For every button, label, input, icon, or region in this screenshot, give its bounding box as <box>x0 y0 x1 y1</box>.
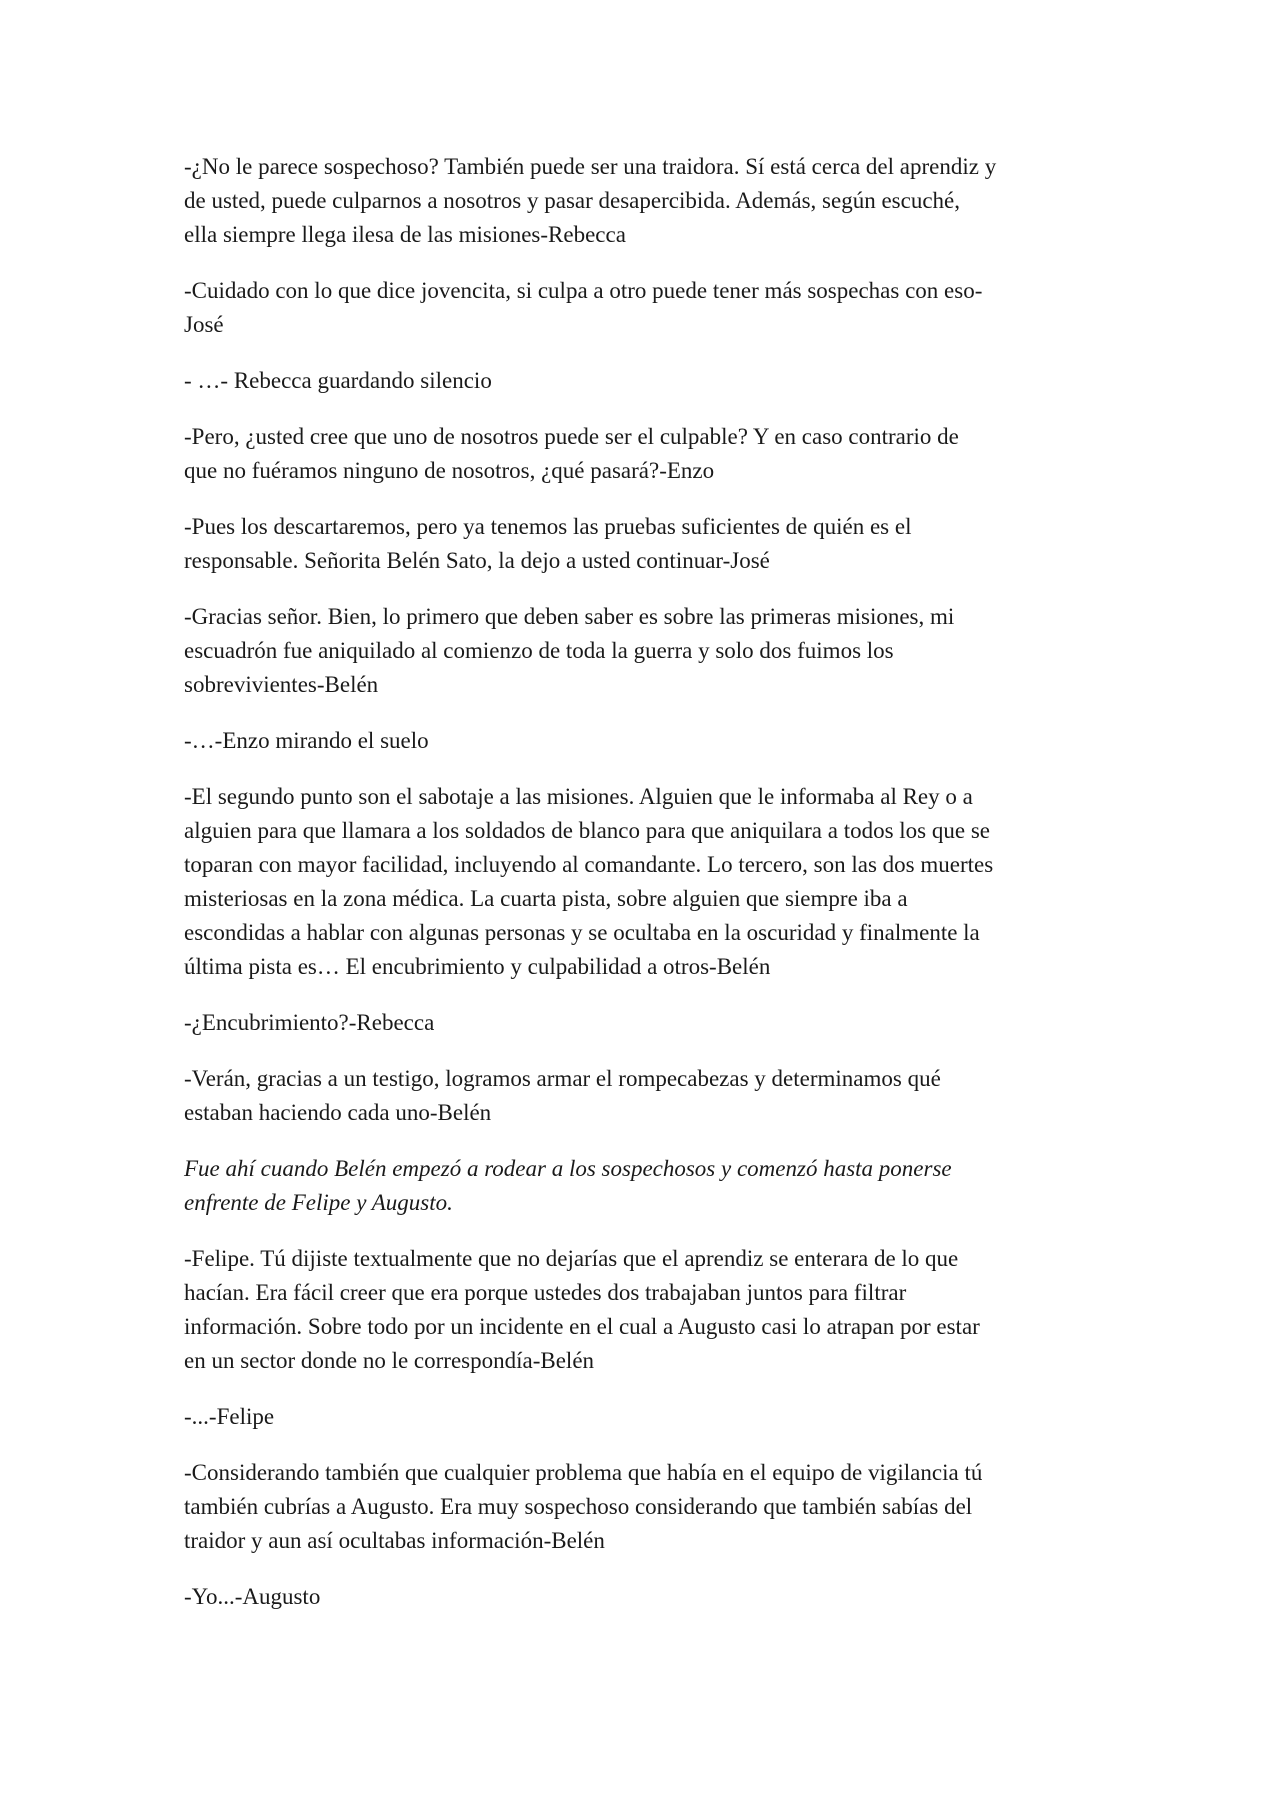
text-line: ella siempre llega ilesa de las misiones-Rebecca <box>184 222 626 247</box>
text-line: -Gracias señor. Bien, lo primero que deben saber es sobre las primeras misiones, mi <box>184 604 955 629</box>
dialogue-paragraph <box>184 1580 1104 1614</box>
text-line: alguien para que llamara a los soldados de blanco para que aniquilara a todos los que se <box>184 818 990 843</box>
text-line: -El segundo punto son el sabotaje a las misiones. Alguien que le informaba al Rey o a <box>184 784 973 809</box>
dialogue-paragraph <box>184 724 1104 758</box>
text-line: sobrevivientes-Belén <box>184 672 379 697</box>
dialogue-paragraph <box>184 274 1104 342</box>
dialogue-paragraph <box>184 1242 1104 1378</box>
text-line: enfrente de Felipe y Augusto. <box>184 1190 453 1215</box>
text-line: que no fuéramos ninguno de nosotros, ¿qué pasará?-Enzo <box>184 458 715 483</box>
text-line: -...-Felipe <box>184 1404 275 1429</box>
text-line: -Verán, gracias a un testigo, logramos armar el rompecabezas y determinamos qué <box>184 1066 941 1091</box>
text-line: toparan con mayor facilidad, incluyendo al comandante. Lo tercero, son las dos muertes <box>184 852 994 877</box>
text-line: hacían. Era fácil creer que era porque ustedes dos trabajaban juntos para filtrar <box>184 1280 907 1305</box>
document-page <box>184 150 1104 1636</box>
dialogue-paragraph <box>184 1006 1104 1040</box>
text-line: escuadrón fue aniquilado al comienzo de toda la guerra y solo dos fuimos los <box>184 638 894 663</box>
dialogue-paragraph <box>184 780 1104 984</box>
narration-paragraph <box>184 1152 1104 1220</box>
dialogue-paragraph <box>184 420 1104 488</box>
text-line: - …- Rebecca guardando silencio <box>184 368 492 393</box>
text-line: escondidas a hablar con algunas personas y se ocultaba en la oscuridad y finalmente la <box>184 920 980 945</box>
text-line: misteriosas en la zona médica. La cuarta pista, sobre alguien que siempre iba a <box>184 886 908 911</box>
text-line: -Pero, ¿usted cree que uno de nosotros puede ser el culpable? Y en caso contrario de <box>184 424 959 449</box>
text-line: información. Sobre todo por un incidente en el cual a Augusto casi lo atrapan por estar <box>184 1314 980 1339</box>
dialogue-paragraph <box>184 1400 1104 1434</box>
text-line: -¿Encubrimiento?-Rebecca <box>184 1010 435 1035</box>
dialogue-paragraph <box>184 1456 1104 1558</box>
text-line: también cubrías a Augusto. Era muy sospechoso considerando que también sabías del <box>184 1494 973 1519</box>
dialogue-paragraph <box>184 150 1104 252</box>
text-line: de usted, puede culparnos a nosotros y pasar desapercibida. Además, según escuché, <box>184 188 961 213</box>
text-line: en un sector donde no le correspondía-Belén <box>184 1348 595 1373</box>
text-line: traidor y aun así ocultabas información-Belén <box>184 1528 605 1553</box>
text-line: -¿No le parece sospechoso? También puede ser una traidora. Sí está cerca del aprendiz y <box>184 154 997 179</box>
dialogue-paragraph <box>184 364 1104 398</box>
dialogue-paragraph <box>184 1062 1104 1130</box>
text-line: estaban haciendo cada uno-Belén <box>184 1100 492 1125</box>
text-line: -Yo...-Augusto <box>184 1584 321 1609</box>
text-line: -Cuidado con lo que dice jovencita, si culpa a otro puede tener más sospechas con eso- <box>184 278 983 303</box>
text-line: -Felipe. Tú dijiste textualmente que no dejarías que el aprendiz se enterara de lo que <box>184 1246 959 1271</box>
text-line: -…-Enzo mirando el suelo <box>184 728 429 753</box>
dialogue-paragraph <box>184 510 1104 578</box>
text-line: responsable. Señorita Belén Sato, la dejo a usted continuar-José <box>184 548 770 573</box>
text-line: José <box>184 312 224 337</box>
text-line: última pista es… El encubrimiento y culpabilidad a otros-Belén <box>184 954 771 979</box>
text-line: -Considerando también que cualquier problema que había en el equipo de vigilancia tú <box>184 1460 983 1485</box>
text-line: Fue ahí cuando Belén empezó a rodear a los sospechosos y comenzó hasta ponerse <box>184 1156 952 1181</box>
dialogue-paragraph <box>184 600 1104 702</box>
text-line: -Pues los descartaremos, pero ya tenemos las pruebas suficientes de quién es el <box>184 514 912 539</box>
